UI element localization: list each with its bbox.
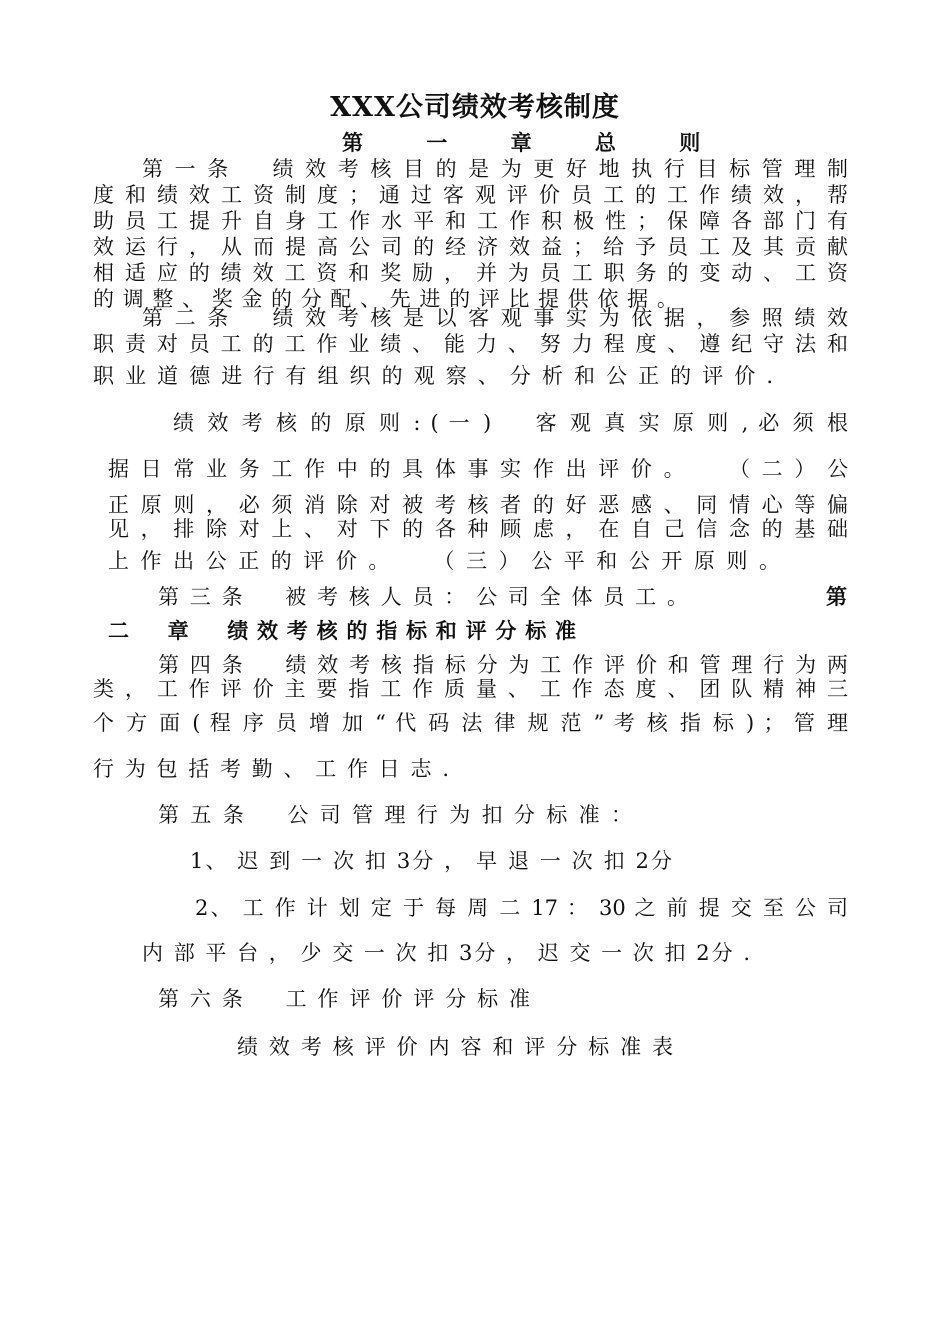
- chapter-2-heading: 二 章 绩 效 考 核 的 指 标 和 评 分 标 准: [108, 618, 576, 643]
- text-line-19: 类 ， 工 作 评 价 主 要 指 工 作 质 量 、 工 作 态 度 、 团 队 精 神 三: [93, 677, 848, 701]
- text-line-10: 绩 效 考 核 的 原 则 : ( 一 ) 客 观 真 实 原 则 , 必 须 根: [173, 411, 848, 435]
- text-line-7: 第 二 条 绩 效 考 核 是 以 客 观 事 实 为 依 据 ， 参 照 绩 效: [142, 306, 848, 330]
- text-line-9: 职 业 道 德 进 行 有 组 织 的 观 察 、 分 析 和 公 正 的 评 价 .: [93, 364, 773, 388]
- text-line-4: 效 运 行 ， 从 而 提 高 公 司 的 经 济 效 益 ； 给 予 员 工 及 其 贡 献: [93, 235, 848, 259]
- text-line-20: 个 方 面 ( 程 序 员 增 加 “ 代 码 法 律 规 范 ” 考 核 指 标 ) ； 管 理: [93, 711, 848, 735]
- text-line-23: 1、 迟 到 一 次 扣 3分 ， 早 退 一 次 扣 2分: [190, 849, 672, 873]
- text-line-3: 助 员 工 提 升 自 身 工 作 水 平 和 工 作 积 极 性 ； 保 障 各 部 门 有: [93, 209, 848, 233]
- text-line-1: 第 一 条 绩 效 考 核 目 的 是 为 更 好 地 执 行 目 标 管 理 制: [142, 157, 848, 181]
- text-line-18: 第 四 条 绩 效 考 核 指 标 分 为 工 作 评 价 和 管 理 行 为 两: [158, 653, 848, 677]
- table-caption: 绩 效 考 核 评 价 内 容 和 评 分 标 准 表: [237, 1035, 673, 1059]
- text-line-5: 相 适 应 的 绩 效 工 资 和 奖 励 ， 并 为 员 工 职 务 的 变 动 、 工 资: [93, 261, 848, 285]
- text-line-2: 度 和 绩 效 工 资 制 度 ； 通 过 客 观 评 价 员 工 的 工 作 绩 效 ， 帮: [93, 183, 848, 207]
- text-line-13: 见 ， 排 除 对 上 、 对 下 的 各 种 顾 虑 ， 在 自 己 信 念 的 基 础: [108, 517, 848, 541]
- text-line-6: 的 调 整 、 奖 金 的 分 配 、 先 进 的 评 比 提 供 依 据 。: [93, 287, 679, 311]
- text-line-11: 据 日 常 业 务 工 作 中 的 具 体 事 实 作 出 评 价 。 （ 二 ） 公: [108, 457, 848, 481]
- text-line-24: 2、 工 作 计 划 定 于 每 周 二 17 ： 30 之 前 提 交 至 公 司: [195, 896, 848, 920]
- text-line-14: 上 作 出 公 正 的 评 价 。 （ 三 ） 公 平 和 公 开 原 则 。: [108, 549, 780, 573]
- text-line-15: 第 三 条 被 考 核 人 员 ： 公 司 全 体 员 工 。: [158, 585, 688, 609]
- document-title: XXX公司绩效考核制度: [330, 92, 620, 123]
- chapter-1-heading: 第 一 章 总 则: [342, 130, 729, 155]
- text-line-22: 第 五 条 公 司 管 理 行 为 扣 分 标 准 ：: [158, 803, 632, 827]
- text-line-12: 正 原 则 ， 必 须 消 除 对 被 考 核 者 的 好 恶 感 、 同 情 心 等 偏: [108, 493, 848, 517]
- text-line-21: 行 为 包 括 考 勤 、 工 作 日 志 .: [93, 757, 449, 781]
- text-line-16: 第: [826, 584, 847, 609]
- text-line-26: 第 六 条 工 作 评 价 评 分 标 准: [158, 987, 530, 1011]
- text-line-25: 内 部 平 台 ， 少 交 一 次 扣 3分 ， 迟 交 一 次 扣 2分 .: [142, 941, 750, 965]
- text-line-8: 职 责 对 员 工 的 工 作 业 绩 、 能 力 、 努 力 程 度 、 遵 纪 守 法 和: [93, 332, 848, 356]
